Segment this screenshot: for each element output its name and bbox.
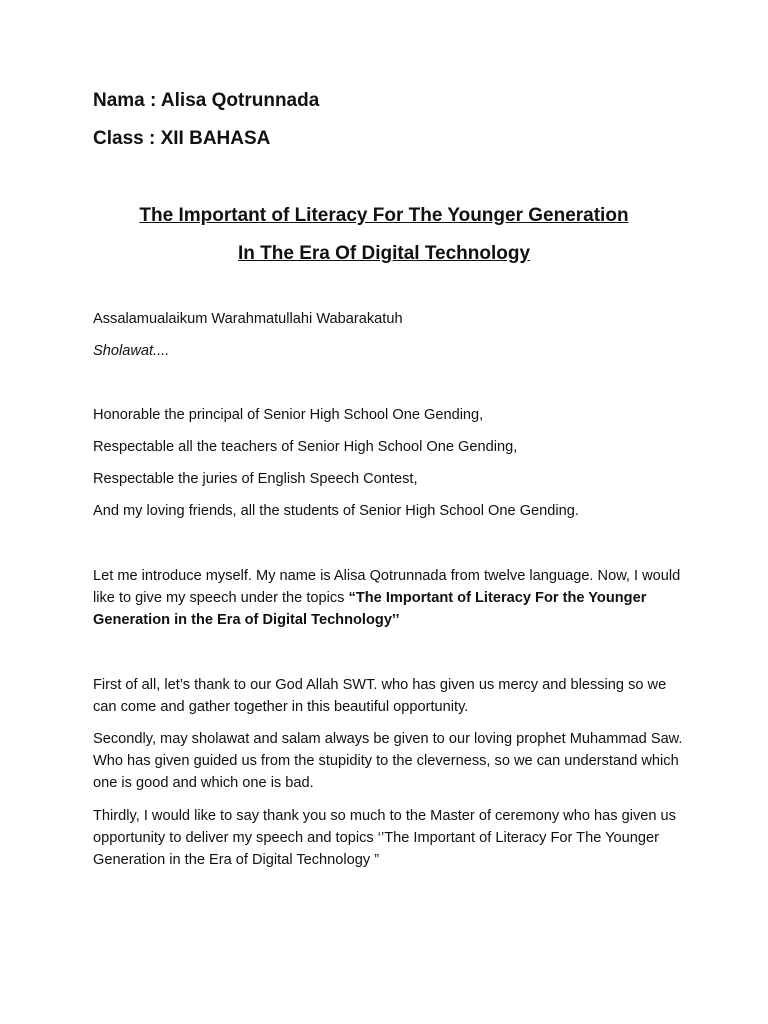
intro-paragraph — [93, 565, 683, 631]
student-name: Nama : Alisa Qotrunnada — [93, 90, 320, 111]
address-line: Honorable the principal of Senior High School One Gending, — [93, 407, 484, 423]
speech-title-line-2: In The Era Of Digital Technology — [237, 243, 531, 264]
first-paragraph: First of all, let’s thank to our God Allah SWT. who has given us mercy and blessing so we can come and gather together in this beautiful opportunity. — [93, 677, 667, 715]
greeting-sholawat: Sholawat.... — [93, 343, 170, 359]
second-paragraph: Secondly, may sholawat and salam always be given to our loving prophet Muhammad Saw. Who has given guided us from the stupidity to the cleverness, so we can understand which one is good and which one is bad. — [93, 731, 683, 791]
intro-text: Let me introduce myself. My name is Alisa Qotrunnada from twelve language. Now, I would like to give my speech under the topics — [93, 568, 681, 606]
greeting-salam: Assalamualaikum Warahmatullahi Wabarakatuh — [93, 311, 403, 327]
student-class: Class : XII BAHASA — [93, 128, 271, 149]
address-line: Respectable the juries of English Speech Contest, — [93, 471, 418, 487]
third-paragraph: Thirdly, I would like to say thank you so much to the Master of ceremony who has given us opportunity to deliver my speech and topics ‘’The Important of Literacy For The Younger Generation in the Era of Digital Technology ” — [93, 808, 676, 868]
intro-topic: “The Important of Literacy For the Younger Generation in the Era of Digital Technology’’ — [93, 590, 647, 628]
address-line: And my loving friends, all the students of Senior High School One Gending. — [93, 503, 579, 519]
address-line: Respectable all the teachers of Senior High School One Gending, — [93, 439, 518, 455]
speech-title-line-1: The Important of Literacy For The Younger Generation — [139, 205, 629, 226]
